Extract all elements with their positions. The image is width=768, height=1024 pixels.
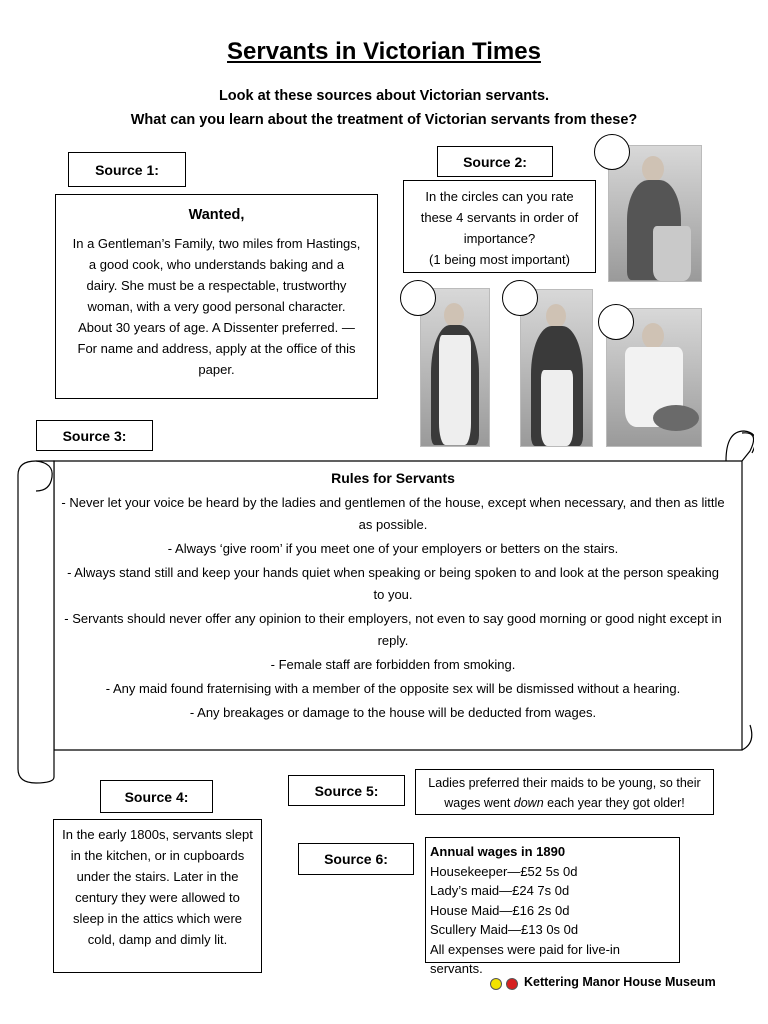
rating-circle-4[interactable] [598, 304, 634, 340]
rating-circle-2[interactable] [400, 280, 436, 316]
source-5-text [415, 769, 714, 815]
museum-credit: Kettering Manor House Museum [524, 975, 716, 989]
source-2-label: Source 2: [437, 146, 553, 177]
servant-photo-maid-dark [520, 289, 593, 447]
wages-text-emphasis: down [513, 796, 544, 810]
source-3-label: Source 3: [36, 420, 153, 451]
intro-line-2: What can you learn about the treatment of Victorian servants from these? [130, 112, 638, 128]
source-2-instructions [403, 180, 596, 273]
source-4-label: Source 4: [100, 780, 213, 813]
wages-text-part: Ladies preferred their maids to be young, so their wages went [428, 776, 701, 810]
wages-heading: Annual wages in 1890 [430, 844, 566, 859]
page-title: Servants in Victorian Times [227, 38, 541, 65]
rating-circle-1[interactable] [594, 134, 630, 170]
servant-photo-maid-apron [420, 288, 490, 447]
rule-item: - Female staff are forbidden from smoking. [270, 657, 516, 672]
wage-line: Housekeeper—£52 5s 0d [430, 863, 578, 879]
rules-panel [60, 470, 726, 726]
rating-note: (1 being most important) [429, 252, 570, 267]
wage-line: All expenses were paid for live-in servants. [430, 941, 621, 976]
source-6-label: Source 6: [298, 843, 414, 875]
source-1-label: Source 1: [68, 152, 186, 187]
rule-item: - Never let your voice be heard by the ladies and gentlemen of the house, except when necessary, and then as little as possible. [61, 495, 725, 532]
sleeping-quarters-text: In the early 1800s, servants slept in the kitchen, or in cupboards under the stairs. Later in the century they were allowed to sleep in the attics which were cold, damp and dimly lit. [62, 827, 253, 947]
source-1-advert [55, 194, 378, 399]
rule-item: - Any breakages or damage to the house will be deducted from wages. [189, 705, 597, 720]
source-4-text [53, 819, 262, 973]
rating-circle-3[interactable] [502, 280, 538, 316]
wage-line: Scullery Maid—£13 0s 0d [430, 922, 579, 937]
intro-line-1: Look at these sources about Victorian servants. [218, 88, 550, 104]
source-6-wages-table [425, 837, 680, 976]
rule-item: - Always ‘give room’ if you meet one of your employers or betters on the stairs. [167, 541, 619, 556]
wages-text-part: each year they got older! [543, 796, 685, 810]
rule-item: - Always stand still and keep your hands quiet when speaking or being spoken to and look at the person speaking to you. [67, 565, 719, 602]
footer-dot-yellow [490, 978, 502, 990]
wage-line: House Maid—£16 2s 0d [430, 902, 570, 918]
rule-item: - Any maid found fraternising with a member of the opposite sex will be dismissed without a hearing. [105, 681, 681, 696]
source-5-label: Source 5: [288, 775, 405, 806]
rating-instructions: In the circles can you rate these 4 servants in order of importance? [420, 189, 579, 246]
rule-item: - Servants should never offer any opinion to their employers, not even to say good morning or good night except in reply. [64, 611, 722, 648]
wage-line: Lady’s maid—£24 7s 0d [430, 883, 570, 898]
advert-heading: Wanted, [188, 207, 245, 223]
advert-body: In a Gentleman’s Family, two miles from Hastings, a good cook, who understands baking and a dairy. She must be a respectable, trustworthy woman, with a very good personal character. About 30 years of age. A Dissenter preferred. —For name and address, apply at the office of this paper. [72, 236, 361, 377]
footer-dot-red [506, 978, 518, 990]
rules-heading: Rules for Servants [331, 470, 455, 486]
